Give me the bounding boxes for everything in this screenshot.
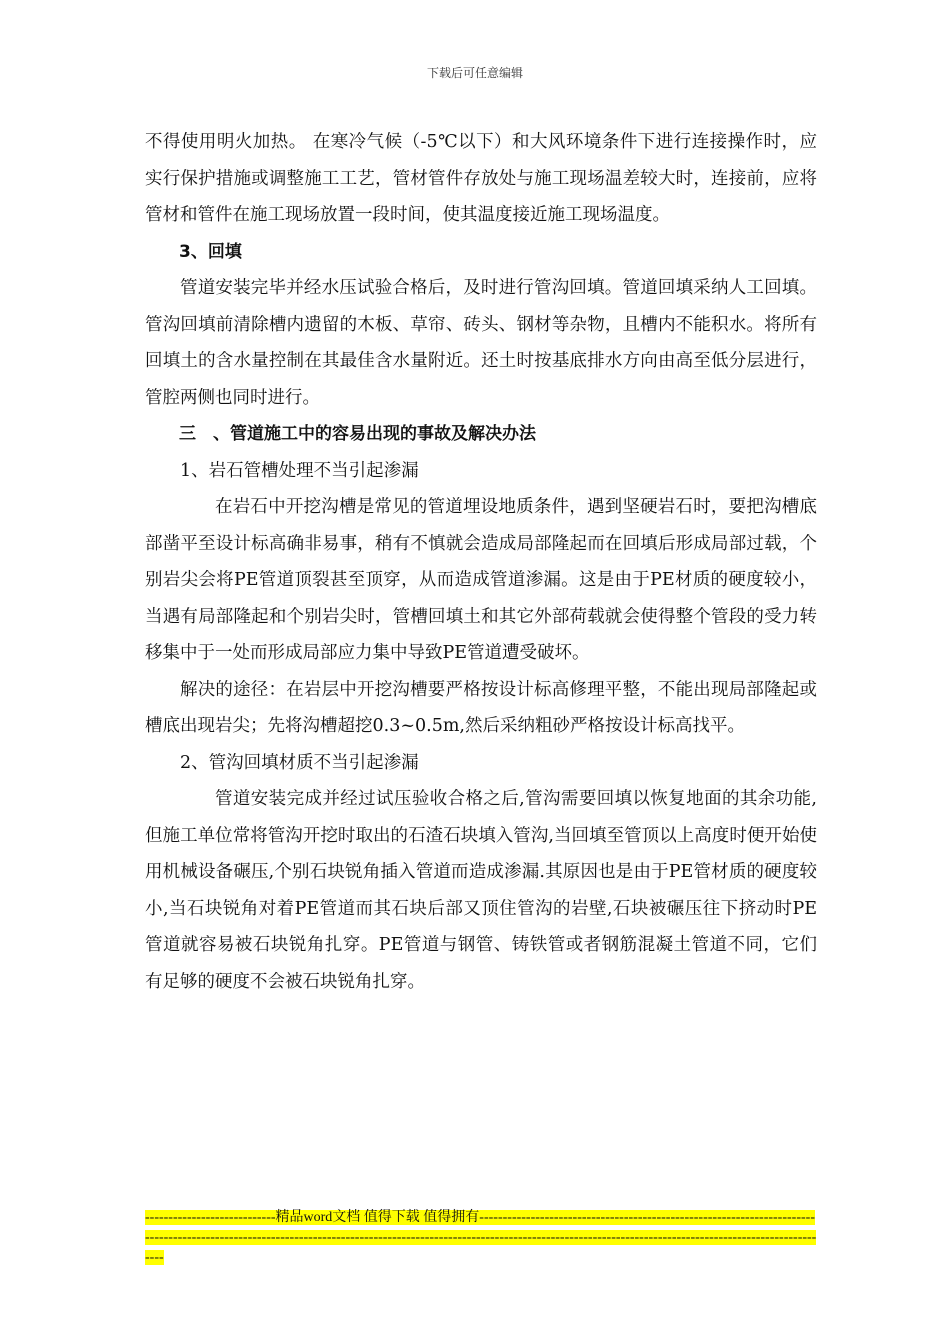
subheading-rock-trench: 1、岩石管槽处理不当引起渗漏 (180, 460, 419, 481)
page-footer (145, 1208, 817, 1268)
section-heading-backfill: 3、回填 (179, 241, 242, 262)
paragraph-backfill: 管道安装完毕并经水压试验合格后，及时进行管沟回填。管道回填采纳人工回填。管沟回填前清除槽内遗留的木板、草帘、砖头、钢材等杂物，且槽内不能积水。将所有回填土的含水量控制在其最佳含水量附近。还土时按基底排水方向由高至低分层进行，管腔两侧也同时进行。 (145, 278, 817, 408)
page-header: 下载后可任意编辑 (426, 66, 523, 80)
paragraph-rock-trench: 在岩石中开挖沟槽是常见的管道埋设地质条件，遇到坚硬岩石时，要把沟槽底部凿平至设计标高确非易事，稍有不慎就会造成局部隆起而在回填后形成局部过载，个别岩尖会将PE管道顶裂甚至顶穿，从而造成管道渗漏。这是由于PE材质的硬度较小，当遇有局部隆起和个别岩尖时，管槽回填土和其它外部荷载就会使得整个管段的受力转移集中于一处而形成局部应力集中导致PE管道遭受破坏。 (145, 497, 817, 663)
footer-highlight-text: ----------------------------精品word文档 值得下载 值得拥有---------------------------------------------------------------------------------------------------------------------------------------------------------------------------------------------------------------------------- (145, 1210, 817, 1265)
document-body (145, 124, 817, 1000)
paragraph-solution: 解决的途径：在岩层中开挖沟槽要严格按设计标高修理平整，不能出现局部隆起或槽底出现岩尖；先将沟槽超挖0.3~0.5m,然后采纳粗砂严格按设计标高找平。 (145, 679, 817, 736)
subheading-backfill-material: 2、管沟回填材质不当引起渗漏 (180, 752, 419, 773)
paragraph-heating: 不得使用明火加热。 在寒冷气候（-5℃以下）和大风环境条件下进行连接操作时，应实行保护措施或调整施工工艺，管材管件存放处与施工现场温差较大时，连接前，应将管材和管件在施工现场放置一段时间，使其温度接近施工现场温度。 (145, 132, 817, 225)
chapter-heading-accidents: 三 、管道施工中的容易出现的事故及解决办法 (179, 424, 536, 444)
paragraph-backfill-material: 管道安装完成并经过试压验收合格之后,管沟需要回填以恢复地面的其余功能,但施工单位常将管沟开挖时取出的石渣石块填入管沟,当回填至管顶以上高度时便开始使用机械设备碾压,个别石块锐角插入管道而造成渗漏.其原因也是由于PE管材质的硬度较小,当石块锐角对着PE管道而其石块后部又顶住管沟的岩壁,石块被碾压往下挤动时PE管道就容易被石块锐角扎穿。PE管道与钢管、铸铁管或者钢筋混凝土管道不同，它们有足够的硬度不会被石块锐角扎穿。 (145, 789, 817, 992)
